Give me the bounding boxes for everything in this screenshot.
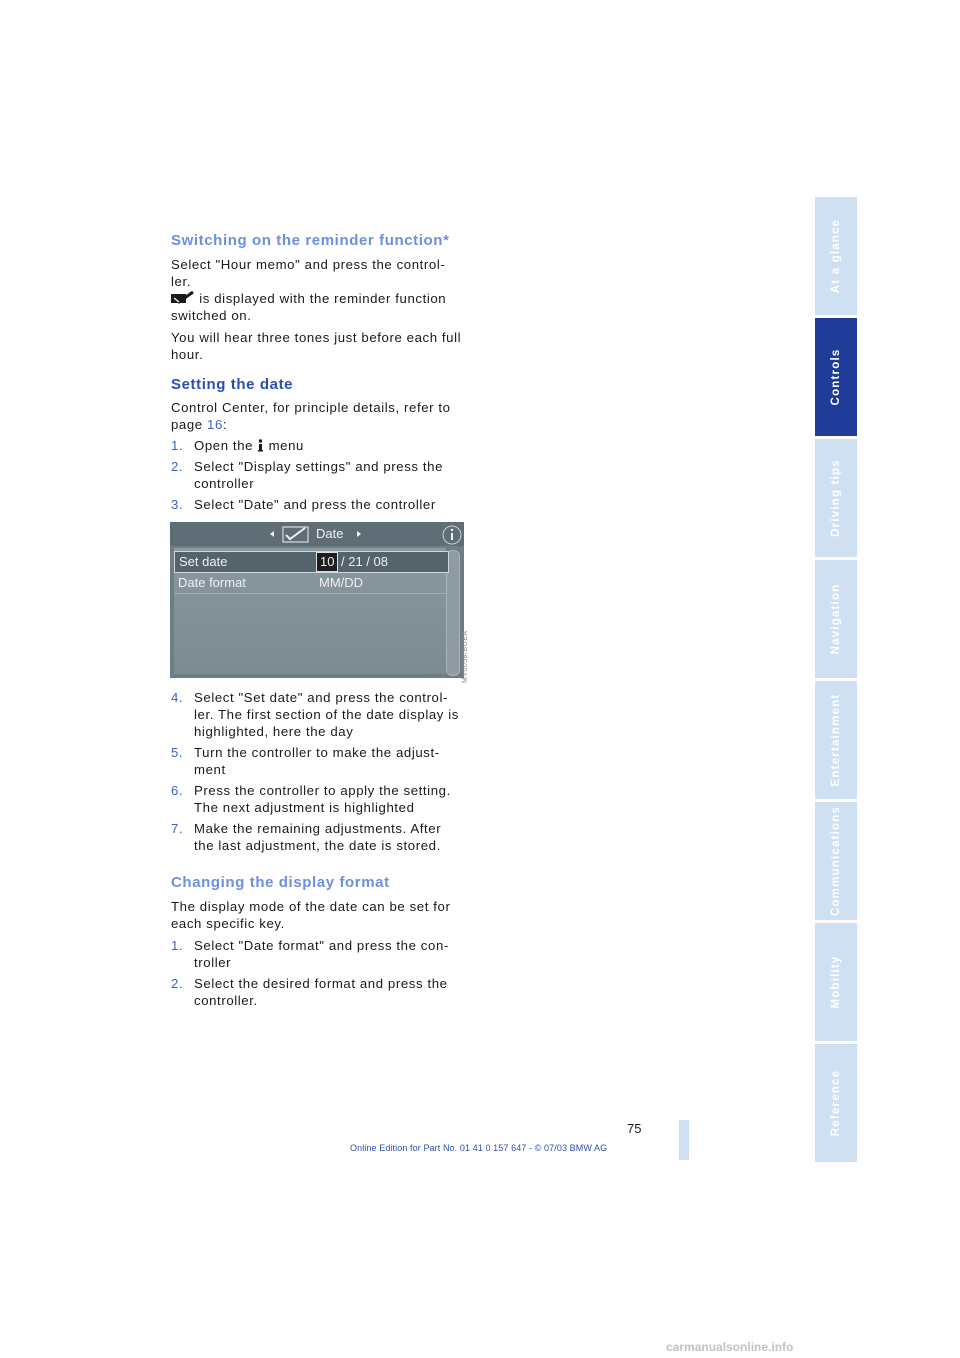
tab-driving-tips[interactable]: Driving tips bbox=[815, 439, 857, 557]
chapter-tabs bbox=[815, 197, 857, 1165]
tab-at-a-glance[interactable]: At a glance bbox=[815, 197, 857, 315]
list-item: 7. Make the remaining adjustments. After the last adjustment, the date is stored. bbox=[171, 821, 442, 853]
paragraph: is displayed with the reminder function switched on. bbox=[171, 291, 447, 323]
check-icon bbox=[171, 291, 195, 304]
list-item: 4. Select "Set date" and press the control-ler. The first section of the date display is highlighted, here the day bbox=[171, 690, 459, 739]
tab-communications[interactable]: Communications bbox=[815, 802, 857, 920]
list-item: 3. Select "Date" and press the controller bbox=[171, 497, 436, 512]
page-number: 75 bbox=[627, 1121, 642, 1136]
tab-mobility[interactable]: Mobility bbox=[815, 923, 857, 1041]
list-item: 1. Select "Date format" and press the con-troller bbox=[171, 938, 449, 970]
section-title: Switching on the reminder function* bbox=[171, 232, 450, 249]
list-item: 5. Turn the controller to make the adjust-ment bbox=[171, 745, 440, 777]
list-item: 1. Open the menu bbox=[171, 438, 304, 453]
paragraph: The display mode of the date can be set for each specific key. bbox=[171, 899, 451, 931]
menu-row-set-date: Set date 10 / 21 / 08 bbox=[174, 551, 449, 573]
screen-title: Date bbox=[316, 526, 344, 541]
page-link[interactable]: 16 bbox=[207, 417, 223, 432]
highlight-day: 10 bbox=[316, 552, 338, 572]
tab-entertainment[interactable]: Entertainment bbox=[815, 681, 857, 799]
section-setting-date bbox=[171, 376, 463, 513]
section-title: Setting the date bbox=[171, 376, 294, 393]
section-title: Changing the display format bbox=[171, 874, 390, 891]
watermark: carmanualsonline.info bbox=[666, 1340, 794, 1354]
list-item: 2. Select "Display settings" and press the controller bbox=[171, 459, 444, 491]
tab-reference[interactable]: Reference bbox=[815, 1044, 857, 1162]
section-display-format bbox=[171, 874, 463, 1009]
steps-list bbox=[171, 689, 463, 854]
tab-controls[interactable]: Controls bbox=[815, 318, 857, 436]
tab-navigation[interactable]: Navigation bbox=[815, 560, 857, 678]
screen-header bbox=[170, 522, 464, 546]
menu-row-date-format: Date format MM/DD bbox=[174, 573, 447, 594]
list-item: 6. Press the controller to apply the setting. The next adjustment is highlighted bbox=[171, 783, 451, 815]
list-item: 2. Select the desired format and press the controller. bbox=[171, 976, 448, 1008]
footer-text: Online Edition for Part No. 01 41 0 157 647 - © 07/03 BMW AG bbox=[350, 1143, 608, 1153]
paragraph: Select "Hour memo" and press the control-ler. bbox=[171, 257, 446, 289]
page-marker bbox=[679, 1120, 689, 1160]
paragraph: Control Center, for principle details, refer to page 16: bbox=[171, 400, 451, 432]
image-code: MV0058/BUEA bbox=[462, 630, 469, 683]
paragraph: You will hear three tones just before each full hour. bbox=[171, 330, 462, 362]
display-screen bbox=[170, 522, 464, 678]
section-reminder bbox=[171, 232, 463, 363]
